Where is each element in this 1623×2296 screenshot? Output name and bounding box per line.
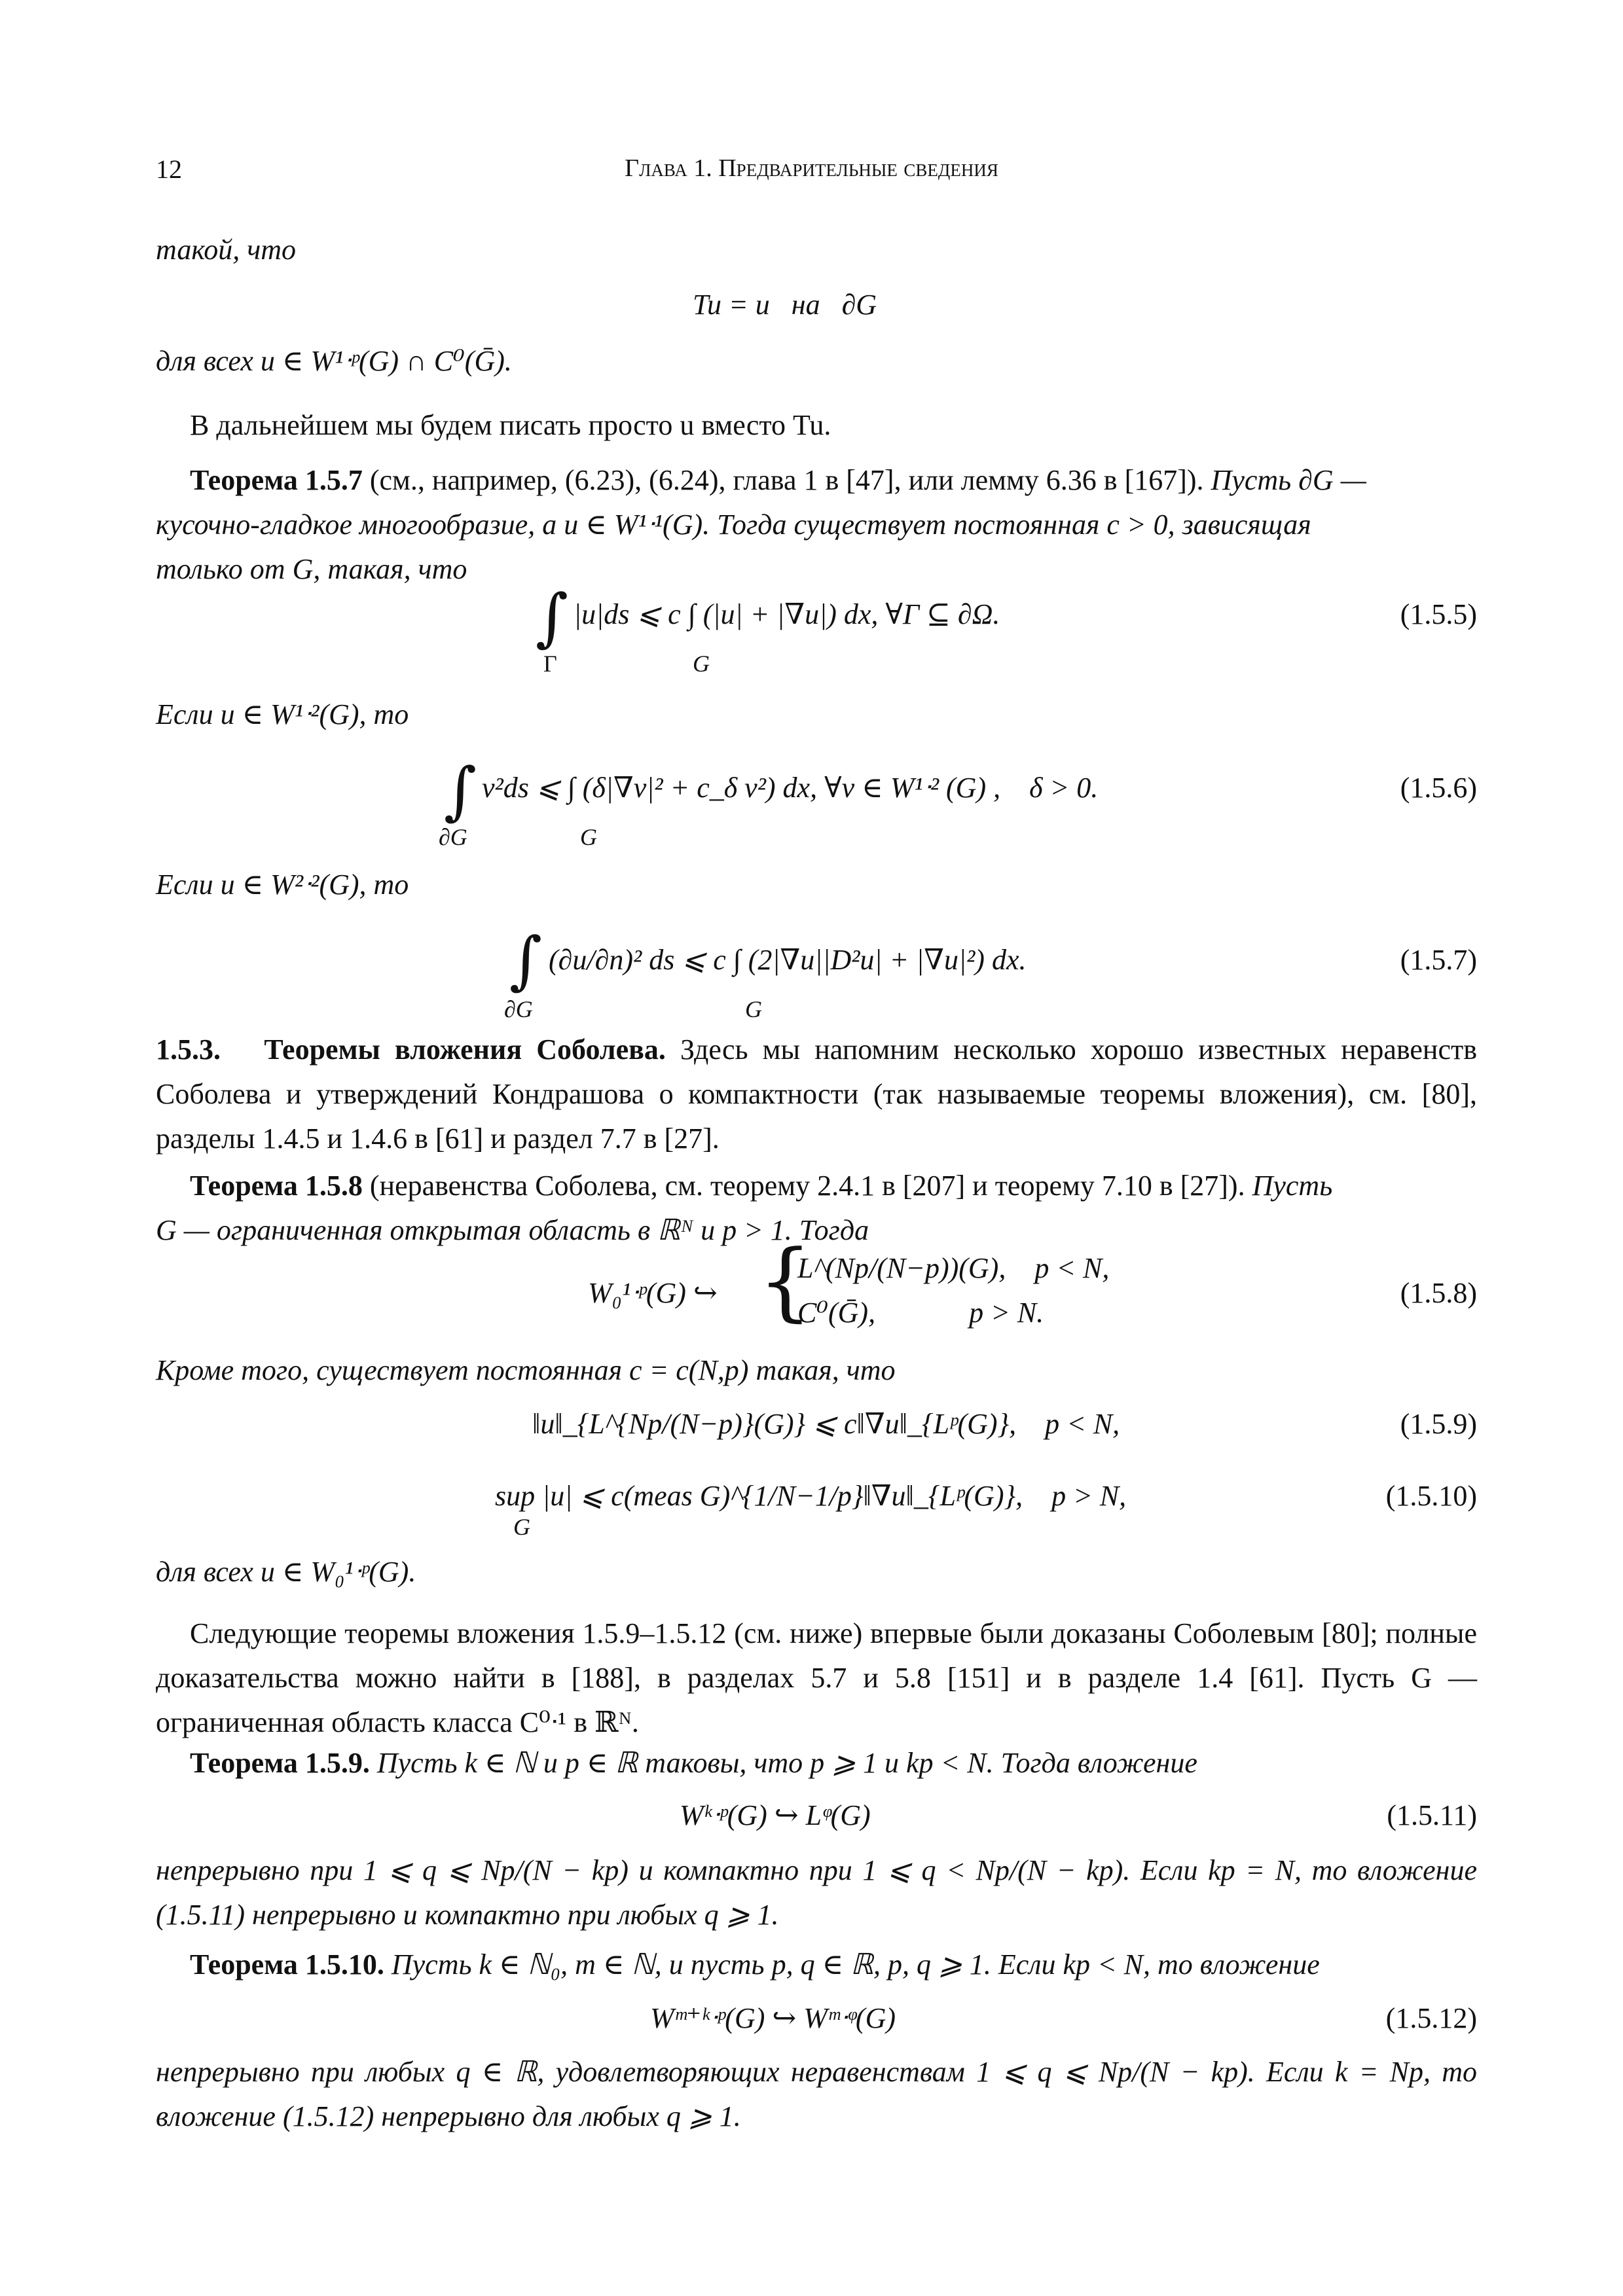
equation-number: (1.5.6) bbox=[1400, 772, 1477, 804]
integral-lower-limit: Γ bbox=[543, 651, 557, 677]
paragraph-embedding: Следующие теоремы вложения 1.5.9–1.5.12 (см. ниже) впервые были доказаны Соболевым [80]; полные доказательства можно найти в [188], в разделах 5.7 и 5.8 [151] и в разделе 1.4 [61]. Пусть G — ограниченная область класса C⁰ᐧ¹ в ℝᴺ. bbox=[156, 1617, 1477, 1739]
integral-lower-limit: G bbox=[580, 824, 597, 850]
theorem-1-5-8 bbox=[156, 1164, 1477, 1253]
theorem-label: Теорема 1.5.10. bbox=[190, 1948, 384, 1981]
formula-trace: Tu = u на ∂G bbox=[693, 289, 877, 321]
theorem-continuation: непрерывно при любых q ∈ ℝ, удовлетворяющих неравенствам 1 ⩽ q ⩽ Np/(N − kp). Если k = Np, то вложение (1.5.12) непрерывно для любых q ⩾ 1. bbox=[156, 2056, 1477, 2133]
formula-trace: Wᵐ⁺ᵏᐧᵖ(G) ↪ Wᵐᐧᵠ(G) bbox=[650, 2002, 896, 2034]
running-title: Глава 1. Предварительные сведения bbox=[625, 154, 998, 182]
text-line: такой, что bbox=[156, 234, 296, 266]
equation-number: (1.5.8) bbox=[1400, 1277, 1477, 1309]
theorem-statement: Пусть bbox=[1252, 1170, 1333, 1202]
page-number: 12 bbox=[156, 154, 182, 184]
text-line: Если u ∈ W¹ᐧ²(G), то bbox=[156, 698, 409, 730]
formula-trace: (∂u/∂n)² ds ⩽ c ∫ (2|∇u||D²u| + |∇u|²) dx. bbox=[549, 944, 1027, 976]
section-text: Здесь мы напомним несколько хорошо известных неравенств Соболева и утверждений Кондрашова о компактности (так называемые теоремы вложения), см. [80], разделы 1.4.5 и 1.4.6 в [61] и раздел 7.7 в [27]. bbox=[156, 1033, 1477, 1155]
equation-1-5-8 bbox=[156, 1231, 1477, 1342]
sup-subscript: G bbox=[513, 1514, 530, 1540]
equation-number: (1.5.10) bbox=[1385, 1480, 1477, 1512]
section-heading: 1.5.3. Теоремы вложения Соболева. bbox=[156, 1033, 666, 1066]
theorem-1-5-7 bbox=[156, 458, 1477, 592]
brace-icon: { bbox=[758, 1231, 812, 1331]
equation-1-5-7: ∫ ∂G (∂u/∂n)² ds ⩽ c ∫ (2|∇u||D²u| + |∇u|²) dx. G (1.5.7) bbox=[156, 933, 1477, 1031]
integral-lower-limit: ∂G bbox=[504, 996, 533, 1022]
equation-number: (1.5.5) bbox=[1400, 598, 1477, 630]
text-line: Кроме того, существует постоянная c = c(N,p) такая, что bbox=[156, 1354, 896, 1386]
equation-1-5-6: ∫ ∂G v²ds ⩽ ∫ (δ|∇v|² + c_δ v²) dx, ∀v ∈ W¹ᐧ² (G) , δ > 0. G (1.5.6) bbox=[156, 766, 1477, 857]
equation-1-5-9 bbox=[156, 1402, 1477, 1448]
theorem-ref: (неравенства Соболева, см. теорему 2.4.1 в [207] и теорему 7.10 в [27]). bbox=[369, 1170, 1245, 1202]
theorem-continuation: непрерывно при 1 ⩽ q ⩽ Np/(N − kp) и компактно при 1 ⩽ q < Np/(N − kp). Если kp = N, то вложение (1.5.11) непрерывно и компактно при любых q ⩾ 1. bbox=[156, 1854, 1477, 1931]
formula-trace: sup |u| ⩽ c(meas G)^{1/N−1/p}‖∇u‖_{Lᵖ(G)}, p > N, bbox=[495, 1480, 1127, 1512]
theorem-ref: (см., например, (6.23), (6.24), глава 1 в [47], или лемму 6.36 в [167]). bbox=[369, 464, 1204, 496]
formula-trace: v²ds ⩽ ∫ (δ|∇v|² + c_δ v²) dx, ∀v ∈ W¹ᐧ² (G) , δ > 0. bbox=[482, 772, 1099, 804]
equation-number: (1.5.7) bbox=[1400, 944, 1477, 976]
formula-trace: ‖u‖_{L^{Np/(N−p)}(G)} ⩽ c‖∇u‖_{Lᵖ(G)}, p < N, bbox=[532, 1408, 1120, 1440]
text-line: для всех u ∈ W¹ᐧᵖ(G) ∩ C⁰(Ḡ). bbox=[156, 345, 512, 377]
theorem-label: Теорема 1.5.7 bbox=[190, 464, 363, 496]
equation-number: (1.5.11) bbox=[1387, 1799, 1477, 1831]
theorem-1-5-10 bbox=[156, 1943, 1477, 1987]
theorem-label: Теорема 1.5.9. bbox=[190, 1747, 370, 1779]
text-line: В дальнейшем мы будем писать просто u вместо Tu. bbox=[190, 409, 831, 441]
section-1-5-3 bbox=[156, 1028, 1477, 1162]
theorem-statement: G — ограниченная открытая область в ℝᴺ и p > 1. Тогда bbox=[156, 1214, 869, 1247]
equation-1-5-5: ∫ Γ |u|ds ⩽ c ∫ (|u| + |∇u|) dx, ∀Γ ⊆ ∂Ω. G (1.5.5) bbox=[156, 592, 1477, 684]
integral-lower-limit: G bbox=[693, 651, 710, 677]
formula-trace: L^(Np/(N−p))(G), p < N, bbox=[797, 1252, 1110, 1284]
equation-1-5-10 bbox=[156, 1474, 1477, 1539]
formula-trace: |u|ds ⩽ c ∫ (|u| + |∇u|) dx, ∀Γ ⊆ ∂Ω. bbox=[574, 598, 1000, 630]
theorem-label: Теорема 1.5.8 bbox=[190, 1170, 363, 1202]
theorem-statement: Пусть k ∈ ℕ и p ∈ ℝ таковы, что p ⩾ 1 и kp < N. Тогда вложение bbox=[376, 1747, 1197, 1779]
integral-lower-limit: G bbox=[745, 996, 762, 1022]
formula-trace: Wᵏᐧᵖ(G) ↪ Lᵠ(G) bbox=[680, 1799, 871, 1831]
equation-number: (1.5.9) bbox=[1400, 1408, 1477, 1440]
theorem-statement: только от G, такая, что bbox=[156, 553, 467, 586]
theorem-statement: Пусть k ∈ ℕ₀, m ∈ ℕ, и пусть p, q ∈ ℝ, p, q ⩾ 1. Если kp < N, то вложение bbox=[391, 1948, 1320, 1981]
theorem-statement: Пусть ∂G — bbox=[1211, 464, 1366, 496]
text-line: Если u ∈ W²ᐧ²(G), то bbox=[156, 869, 409, 901]
formula-trace: W₀¹ᐧᵖ(G) ↪ bbox=[588, 1277, 718, 1309]
equation-number: (1.5.12) bbox=[1385, 2002, 1477, 2034]
integral-lower-limit: ∂G bbox=[439, 824, 467, 850]
theorem-1-5-9 bbox=[156, 1741, 1477, 1785]
equation-1-5-12 bbox=[156, 1996, 1477, 2042]
text-line: для всех u ∈ W₀¹ᐧᵖ(G). bbox=[156, 1556, 416, 1588]
formula-trace: C⁰(Ḡ), p > N. bbox=[797, 1297, 1044, 1329]
equation-1-5-11 bbox=[156, 1793, 1477, 1839]
theorem-statement: кусочно-гладкое многообразие, а u ∈ W¹ᐧ¹(G). Тогда существует постоянная c > 0, зависящая bbox=[156, 509, 1311, 541]
